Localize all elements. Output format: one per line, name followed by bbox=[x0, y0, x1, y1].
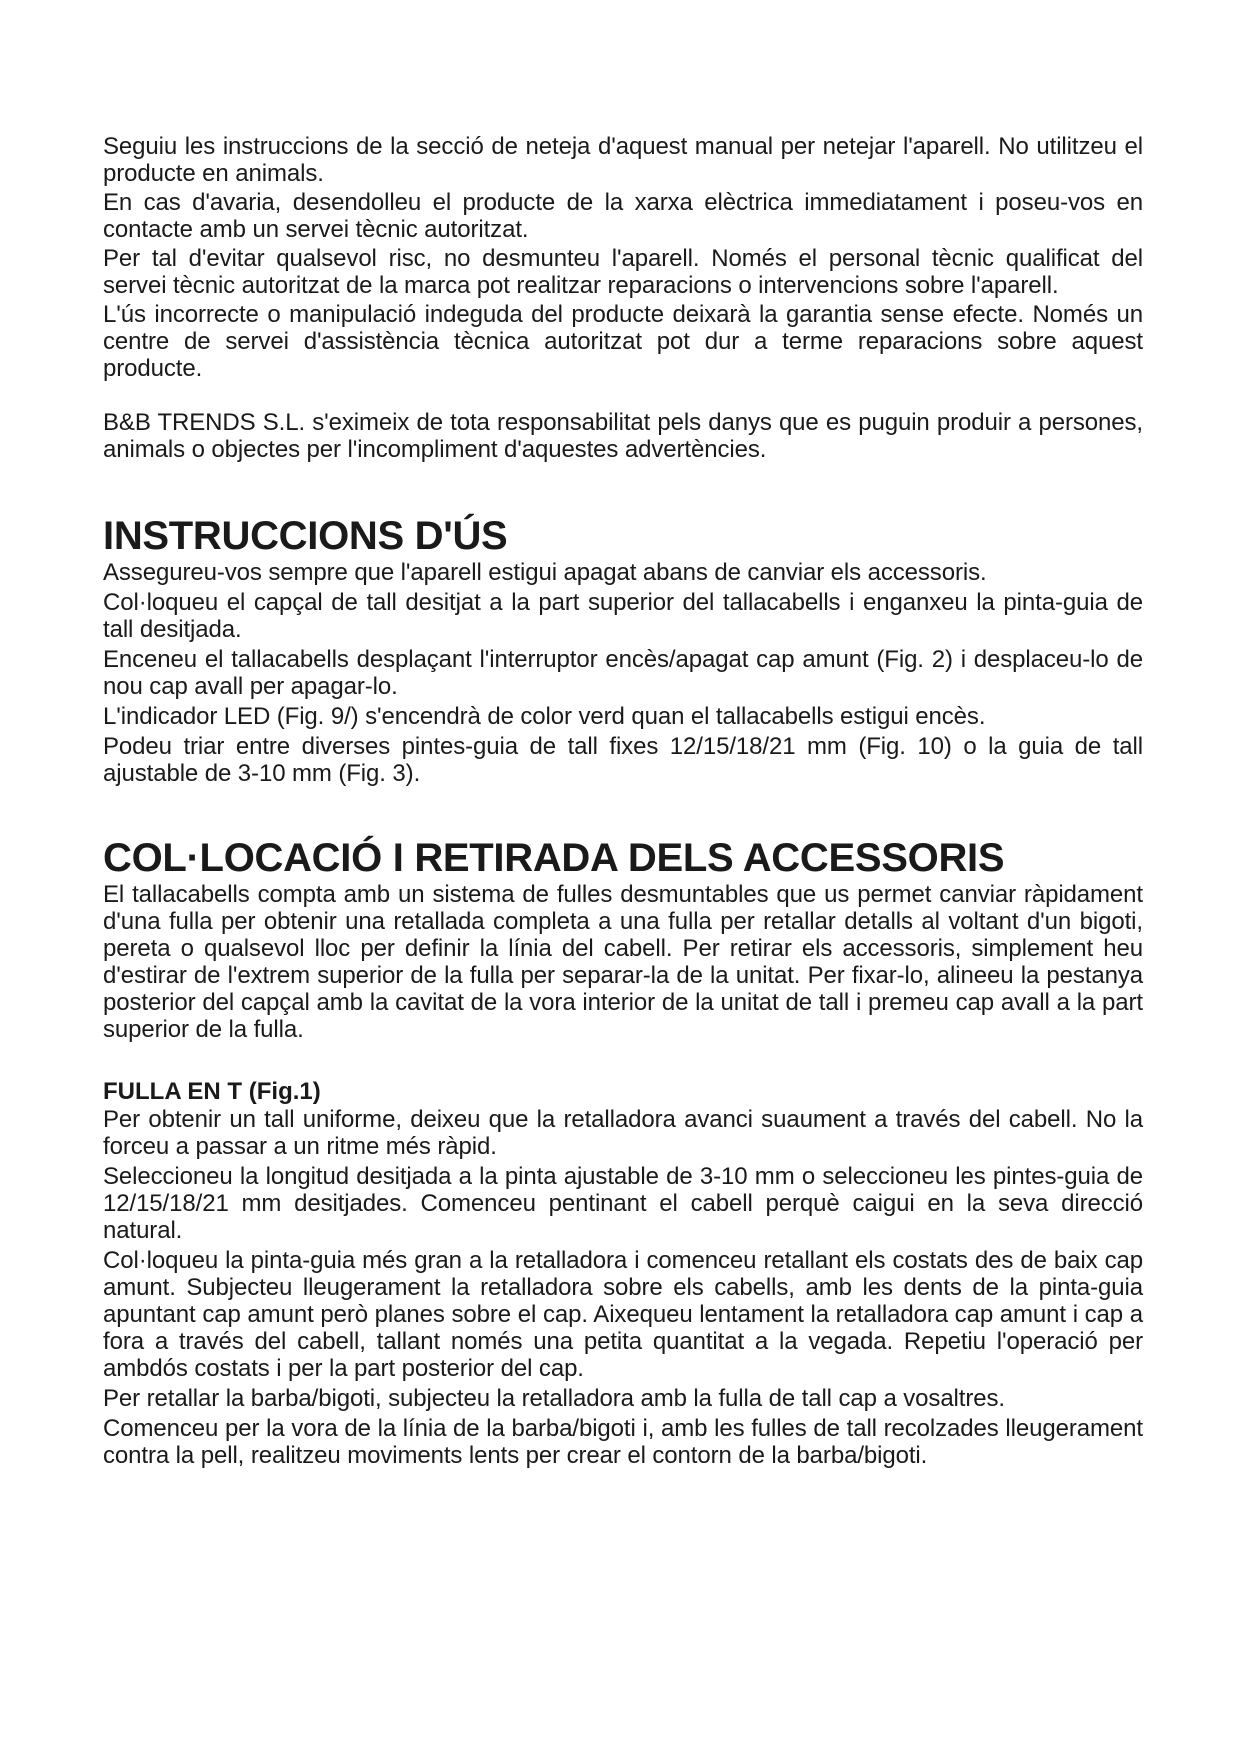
warning-paragraph: Per tal d'evitar qualsevol risc, no desmunteu l'aparell. Només el personal tècnic qualificat del servei tècnic autoritzat de la marca pot realitzar reparacions o intervencions sobre l'aparell. bbox=[103, 245, 1143, 299]
instruction-paragraph: Podeu triar entre diverses pintes-guia de tall fixes 12/15/18/21 mm (Fig. 10) o la guia de tall ajustable de 3-10 mm (Fig. 3). bbox=[103, 733, 1143, 787]
safety-warnings-section bbox=[103, 133, 1143, 463]
accessories-section bbox=[103, 881, 1143, 1043]
accessories-heading: COL·LOCACIÓ I RETIRADA DELS ACCESSORIS bbox=[103, 836, 1005, 880]
blade-t-paragraph: Seleccioneu la longitud desitjada a la pinta ajustable de 3-10 mm o seleccioneu les pintes-guia de 12/15/18/21 mm desitjades. Comenceu pentinant el cabell perquè caigui en la seva direcció natural. bbox=[103, 1163, 1143, 1244]
blade-t-section bbox=[103, 1106, 1143, 1469]
warning-paragraph: L'ús incorrecte o manipulació indeguda del producte deixarà la garantia sense efecte. Només un centre de servei d'assistència tècnica autoritzat pot dur a terme reparacions sobre aquest producte. bbox=[103, 301, 1143, 382]
blade-t-heading: FULLA EN T (Fig.1) bbox=[103, 1078, 321, 1105]
warning-paragraph: En cas d'avaria, desendolleu el producte de la xarxa elèctrica immediatament i poseu-vos en contacte amb un servei tècnic autoritzat. bbox=[103, 189, 1143, 243]
instruction-paragraph: L'indicador LED (Fig. 9/) s'encendrà de color verd quan el tallacabells estigui encès. bbox=[103, 703, 986, 730]
instructions-heading: INSTRUCCIONS D'ÚS bbox=[103, 514, 508, 558]
instruction-paragraph: Enceneu el tallacabells desplaçant l'interruptor encès/apagat cap amunt (Fig. 2) i desplaceu-lo de nou cap avall per apagar-lo. bbox=[103, 646, 1143, 700]
instruction-paragraph: Assegureu-vos sempre que l'aparell estigui apagat abans de canviar els accessoris. bbox=[103, 559, 987, 586]
accessories-paragraph: El tallacabells compta amb un sistema de fulles desmuntables que us permet canviar ràpidament d'una fulla per obtenir una retallada completa a una fulla per retallar detalls al voltant d'un bigoti, pereta o qualsevol lloc per definir la línia del cabell. Per retirar els accessoris, simplement heu d'estirar de l'extrem superior de la fulla per separar-la de la unitat. Per fixar-lo, alineeu la pestanya posterior del capçal amb la cavitat de la vora interior de la unitat de tall i premeu cap avall a la part superior de la fulla. bbox=[103, 881, 1143, 1043]
warning-paragraph: Seguiu les instruccions de la secció de neteja d'aquest manual per netejar l'aparell. No utilitzeu el producte en animals. bbox=[103, 133, 1143, 187]
manual-page bbox=[103, 133, 1143, 1472]
disclaimer-paragraph: B&B TRENDS S.L. s'eximeix de tota responsabilitat pels danys que es puguin produir a persones, animals o objectes per l'incompliment d'aquestes advertències. bbox=[103, 409, 1143, 463]
instructions-section bbox=[103, 559, 1143, 787]
blade-t-paragraph: Per obtenir un tall uniforme, deixeu que la retalladora avanci suaument a través del cabell. No la forceu a passar a un ritme més ràpid. bbox=[103, 1106, 1143, 1160]
blade-t-paragraph: Comenceu per la vora de la línia de la barba/bigoti i, amb les fulles de tall recolzades lleugerament contra la pell, realitzeu moviments lents per crear el contorn de la barba/bigoti. bbox=[103, 1415, 1143, 1469]
blade-t-paragraph: Col·loqueu la pinta-guia més gran a la retalladora i comenceu retallant els costats des de baix cap amunt. Subjecteu lleugerament la retalladora sobre els cabells, amb les dents de la pinta-guia apuntant cap amunt però planes sobre el cap. Aixequeu lentament la retalladora cap amunt i cap a fora a través del cabell, tallant només una petita quantitat a la vegada. Repetiu l'operació per ambdós costats i per la part posterior del cap. bbox=[103, 1247, 1143, 1382]
blade-t-paragraph: Per retallar la barba/bigoti, subjecteu la retalladora amb la fulla de tall cap a vosaltres. bbox=[103, 1385, 1005, 1412]
instruction-paragraph: Col·loqueu el capçal de tall desitjat a la part superior del tallacabells i enganxeu la pinta-guia de tall desitjada. bbox=[103, 589, 1143, 643]
